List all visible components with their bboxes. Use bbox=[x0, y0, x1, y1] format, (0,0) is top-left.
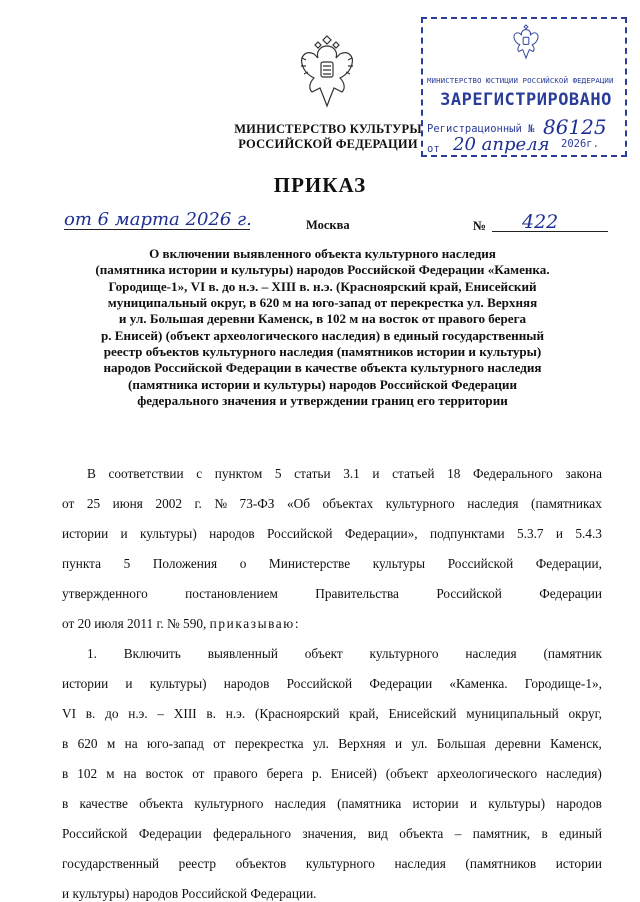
heading-line: и ул. Большая деревни Каменск, в 102 м на восток от правого берега bbox=[118, 311, 527, 327]
word: Российской bbox=[436, 586, 502, 601]
heading-line: муниципальный округ, в 620 м на юго-запад от перекрестка ул. Верхняя bbox=[107, 295, 538, 311]
word: XIII bbox=[173, 706, 197, 721]
word: в bbox=[62, 796, 69, 811]
word: Городище-1», bbox=[524, 676, 602, 691]
word: Федерации bbox=[138, 826, 202, 841]
word: 5 bbox=[274, 466, 282, 481]
word: н.э. bbox=[225, 706, 246, 721]
word: на bbox=[123, 766, 137, 781]
preamble-line-3 bbox=[62, 526, 602, 542]
word: № bbox=[214, 496, 228, 511]
heading-line: (памятника истории и культуры) народов Российской Федерации «Каменка. bbox=[95, 262, 550, 278]
heading-line: Городище-1», VI в. до н.э. – XIII в. н.э. (Красноярский край, Енисейский bbox=[108, 278, 537, 294]
word: край, bbox=[349, 706, 379, 721]
heading-line: (памятника истории и культуры) народов Российской Федерации bbox=[127, 376, 518, 392]
item1-line-2 bbox=[62, 676, 602, 692]
word: объектов bbox=[235, 856, 287, 871]
date-underline bbox=[64, 229, 250, 230]
word: закона bbox=[565, 466, 602, 481]
word: объекта bbox=[139, 796, 184, 811]
word: 102 bbox=[77, 766, 98, 781]
word: реестр bbox=[178, 856, 216, 871]
word: народов bbox=[223, 676, 270, 691]
word: р. bbox=[312, 766, 322, 781]
word: и bbox=[125, 676, 133, 691]
word: истории bbox=[555, 856, 602, 871]
word: и bbox=[469, 796, 477, 811]
stamp-year: 2026г. bbox=[561, 138, 599, 150]
word: значения, bbox=[302, 826, 357, 841]
item1-line-3 bbox=[62, 706, 602, 722]
word: Енисейский bbox=[388, 706, 457, 721]
word: памятник, bbox=[472, 826, 531, 841]
word: 5 bbox=[123, 556, 131, 571]
ministry-line-1: МИНИСТЕРСТВО КУЛЬТУРЫ bbox=[234, 122, 422, 136]
word: – bbox=[454, 826, 462, 841]
word: берега bbox=[266, 766, 304, 781]
word: в. bbox=[206, 706, 217, 721]
heading-line: р. Енисей) (объект археологического наследия) в единый государственный bbox=[100, 327, 545, 343]
word: 18 bbox=[447, 466, 461, 481]
item1-line-1 bbox=[87, 646, 602, 662]
word: Федерации», bbox=[344, 526, 418, 541]
word: (памятниках bbox=[531, 496, 602, 511]
word: утвержденного bbox=[62, 586, 148, 601]
item1-line-8 bbox=[62, 856, 602, 872]
word: Федерации, bbox=[535, 556, 602, 571]
word: объект bbox=[304, 646, 343, 661]
word: пункта bbox=[62, 556, 102, 571]
word: Федерации bbox=[369, 676, 433, 691]
order-number: 422 bbox=[522, 211, 559, 233]
word: м bbox=[106, 736, 116, 751]
ministry-line-2: РОССИЙСКОЙ ФЕДЕРАЦИИ bbox=[238, 137, 418, 151]
word: культурного bbox=[305, 856, 375, 871]
word: единый bbox=[559, 826, 602, 841]
stamp-authority: МИНИСТЕРСТВО ЮСТИЦИИ РОССИЙСКОЙ ФЕДЕРАЦИИ bbox=[427, 76, 614, 85]
word: 25 bbox=[86, 496, 101, 511]
word: о bbox=[239, 556, 247, 571]
item1-line-4 bbox=[62, 736, 602, 752]
preamble-line-1 bbox=[87, 466, 602, 482]
word: качестве bbox=[79, 796, 128, 811]
word: муниципальный bbox=[466, 706, 559, 721]
word: наследия bbox=[465, 646, 517, 661]
word: федерального bbox=[213, 826, 291, 841]
word: пунктом bbox=[214, 466, 263, 481]
word: 2002 bbox=[155, 496, 183, 511]
word: от bbox=[213, 736, 226, 751]
stamp-reg-number: 86125 bbox=[543, 115, 607, 139]
order-heading bbox=[60, 246, 585, 409]
word: Большая bbox=[436, 736, 486, 751]
word: в bbox=[541, 826, 548, 841]
word: м bbox=[106, 766, 115, 781]
word: культурного bbox=[369, 646, 439, 661]
word: Верхняя bbox=[338, 736, 386, 751]
word: восток bbox=[145, 766, 184, 781]
number-underline bbox=[492, 231, 608, 232]
word: 5.4.3 bbox=[575, 526, 602, 541]
word: объектах bbox=[322, 496, 374, 511]
word: Министерстве bbox=[268, 556, 351, 571]
word: наследия bbox=[467, 496, 519, 511]
heading-line: О включении выявленного объекта культурного наследия bbox=[149, 246, 496, 261]
word: г. bbox=[194, 496, 202, 511]
word: наследия bbox=[394, 856, 446, 871]
word: культуры) bbox=[149, 676, 207, 691]
word: июня bbox=[112, 496, 143, 511]
word: 1. bbox=[87, 646, 97, 661]
word: культурного bbox=[385, 496, 455, 511]
word: в bbox=[62, 736, 69, 751]
word: культуры) bbox=[488, 796, 546, 811]
word: истории bbox=[62, 526, 109, 541]
item1-line-7 bbox=[62, 826, 602, 842]
word: Федерального bbox=[472, 466, 553, 481]
word: объекта bbox=[399, 826, 444, 841]
word: «Каменка. bbox=[449, 676, 508, 691]
word: ул. bbox=[312, 736, 329, 751]
word: ул. bbox=[411, 736, 428, 751]
order-verb: приказываю: bbox=[209, 616, 301, 631]
item1-line-9: и культуры) народов Российской Федерации. bbox=[62, 886, 317, 901]
word: 3.1 bbox=[343, 466, 360, 481]
stamp-reg-label: Регистрационный № bbox=[427, 123, 535, 135]
order-date: от 6 марта 2026 г. bbox=[64, 209, 252, 230]
heading-line: федерального значения и утверждении границ его территории bbox=[137, 393, 508, 409]
word: и bbox=[394, 736, 403, 751]
item1-line-5 bbox=[62, 766, 602, 782]
word: наследия bbox=[274, 796, 326, 811]
word: культурного bbox=[194, 796, 264, 811]
word: Российской bbox=[62, 826, 128, 841]
stamp-status: ЗАРЕГИСТРИРОВАНО bbox=[440, 90, 612, 110]
word: и bbox=[555, 526, 564, 541]
word: статьей bbox=[392, 466, 435, 481]
word: Российской bbox=[267, 526, 333, 541]
word: и bbox=[372, 466, 380, 481]
preamble-line-4 bbox=[62, 556, 602, 572]
preamble-line-6: от 20 июля 2011 г. № 590, приказываю: bbox=[62, 616, 301, 631]
item1-line-6 bbox=[62, 796, 602, 812]
word: подпунктами bbox=[429, 526, 505, 541]
word: Енисей) bbox=[330, 766, 377, 781]
document-title: ПРИКАЗ bbox=[273, 173, 367, 197]
word: истории bbox=[412, 796, 459, 811]
word: округ, bbox=[568, 706, 602, 721]
word: (Красноярский bbox=[254, 706, 340, 721]
preamble-line-5 bbox=[62, 586, 602, 602]
word: от bbox=[192, 766, 205, 781]
word: в bbox=[62, 766, 69, 781]
word: н.э. bbox=[128, 706, 148, 721]
word: и bbox=[120, 526, 128, 541]
stamp-coat-of-arms-icon bbox=[511, 23, 541, 61]
word: перекрестка bbox=[234, 736, 304, 751]
word: 5.3.7 bbox=[516, 526, 544, 541]
word: в. bbox=[85, 706, 96, 721]
word: Каменск, bbox=[550, 736, 602, 751]
word: Правительства bbox=[315, 586, 399, 601]
stamp-date-prefix: от bbox=[427, 143, 440, 155]
word: деревни bbox=[495, 736, 541, 751]
word: правого bbox=[213, 766, 258, 781]
word: статьи bbox=[294, 466, 331, 481]
heading-line: реестр объектов культурного наследия (памятников истории и культуры) bbox=[103, 344, 542, 360]
word: Положения bbox=[152, 556, 218, 571]
word: на bbox=[124, 736, 138, 751]
stamp-date: 20 апреля bbox=[453, 134, 550, 155]
word: от bbox=[62, 496, 75, 511]
word: народов bbox=[209, 526, 255, 541]
city: Москва bbox=[306, 218, 350, 232]
ministry-name bbox=[218, 122, 438, 152]
word: до bbox=[105, 706, 119, 721]
registration-stamp bbox=[421, 17, 627, 157]
word: юго-запад bbox=[146, 736, 204, 751]
preamble-line-2 bbox=[62, 496, 602, 512]
word: выявленный bbox=[207, 646, 278, 661]
word: 620 bbox=[77, 736, 98, 751]
word: истории bbox=[62, 676, 109, 691]
coat-of-arms-icon bbox=[296, 32, 358, 112]
word: государственный bbox=[62, 856, 160, 871]
word: Включить bbox=[123, 646, 181, 661]
word: постановлением bbox=[185, 586, 278, 601]
word: В bbox=[87, 466, 96, 481]
word: (памятник bbox=[543, 646, 602, 661]
word: «Об bbox=[286, 496, 310, 511]
word: культуры bbox=[372, 556, 426, 571]
word: 73-ФЗ bbox=[239, 496, 275, 511]
number-label: № bbox=[473, 218, 487, 233]
word: Российской bbox=[286, 676, 353, 691]
word: Федерации bbox=[539, 586, 602, 601]
word: (памятников bbox=[465, 856, 537, 871]
word: Российской bbox=[447, 556, 514, 571]
word: VI bbox=[62, 706, 77, 721]
word: (памятника bbox=[337, 796, 402, 811]
word: вид bbox=[367, 826, 388, 841]
word: культуры) bbox=[139, 526, 197, 541]
word: (объект bbox=[385, 766, 429, 781]
word: соответствии bbox=[108, 466, 184, 481]
word: народов bbox=[556, 796, 602, 811]
heading-line: народов Российской Федерации в качестве объекта культурного наследия bbox=[103, 360, 542, 376]
word: наследия) bbox=[546, 766, 602, 781]
word: – bbox=[157, 706, 165, 721]
word: с bbox=[196, 466, 203, 481]
word: археологического bbox=[437, 766, 538, 781]
